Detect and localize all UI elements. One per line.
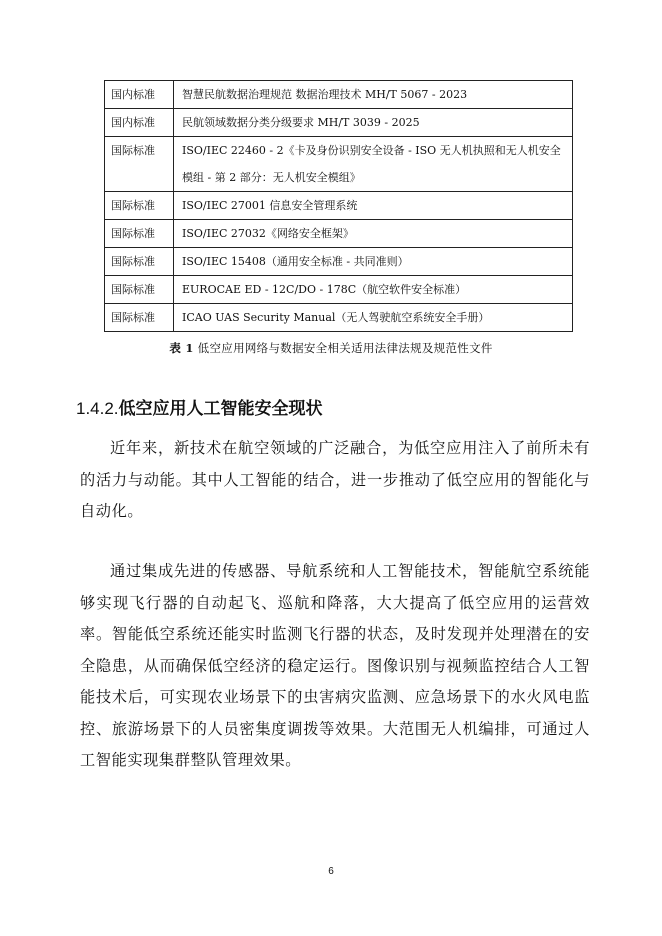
standard-name: ISO/IEC 27032《网络安全框架》 xyxy=(174,220,573,248)
table-row xyxy=(105,220,573,248)
standard-category: 国际标准 xyxy=(105,137,174,192)
table-caption-label: 表 1 xyxy=(169,341,194,355)
standard-category: 国际标准 xyxy=(105,276,174,304)
standard-category: 国内标准 xyxy=(105,81,174,109)
standard-name: ISO/IEC 27001 信息安全管理系统 xyxy=(174,192,573,220)
standard-category: 国际标准 xyxy=(105,220,174,248)
standard-category: 国际标准 xyxy=(105,192,174,220)
table-row xyxy=(105,248,573,276)
table-row xyxy=(105,192,573,220)
standard-category: 国际标准 xyxy=(105,304,174,332)
table-caption xyxy=(0,340,662,356)
standard-name: ICAO UAS Security Manual（无人驾驶航空系统安全手册） xyxy=(174,304,573,332)
standard-category: 国内标准 xyxy=(105,109,174,137)
table-row xyxy=(105,137,573,192)
standard-name: 民航领域数据分类分级要求 MH/T 3039 - 2025 xyxy=(174,109,573,137)
standard-name: 智慧民航数据治理规范 数据治理技术 MH/T 5067 - 2023 xyxy=(174,81,573,109)
standards-table-body xyxy=(105,81,573,332)
standard-category: 国际标准 xyxy=(105,248,174,276)
section-heading xyxy=(76,394,323,419)
table-row xyxy=(105,304,573,332)
table-caption-text: 低空应用网络与数据安全相关适用法律法规及规范性文件 xyxy=(193,341,493,355)
table-row xyxy=(105,109,573,137)
body-paragraph: 近年来，新技术在航空领域的广泛融合，为低空应用注入了前所未有的活力与动能。其中人工智能的结合，进一步推动了低空应用的智能化与自动化。 xyxy=(80,439,590,520)
standard-name: EUROCAE ED - 12C/DO - 178C（航空软件安全标准） xyxy=(174,276,573,304)
table-row xyxy=(105,81,573,109)
section-number: 1.4.2. xyxy=(76,399,119,418)
standard-name: ISO/IEC 22460 - 2《卡及身份识别安全设备 - ISO 无人机执照和无人机安全模组 - 第 2 部分：无人机安全模组》 xyxy=(174,137,573,192)
page-number: 6 xyxy=(328,866,334,877)
table-row xyxy=(105,276,573,304)
standards-table xyxy=(104,80,573,332)
section-title: 低空应用人工智能安全现状 xyxy=(118,399,323,419)
body-paragraph: 通过集成先进的传感器、导航系统和人工智能技术，智能航空系统能够实现飞行器的自动起飞、巡航和降落，大大提高了低空应用的运营效率。智能低空系统还能实时监测飞行器的状态，及时发现并处理潜在的安全隐患，从而确保低空经济的稳定运行。图像识别与视频监控结合人工智能技术后，可实现农业场景下的虫害病灾监测、应急场景下的水火风电监控、旅游场景下的人员密集度调拨等效果。大范围无人机编排，可通过人工智能实现集群整队管理效果。 xyxy=(80,562,590,769)
standard-name: ISO/IEC 15408（通用安全标准 - 共同准则） xyxy=(174,248,573,276)
